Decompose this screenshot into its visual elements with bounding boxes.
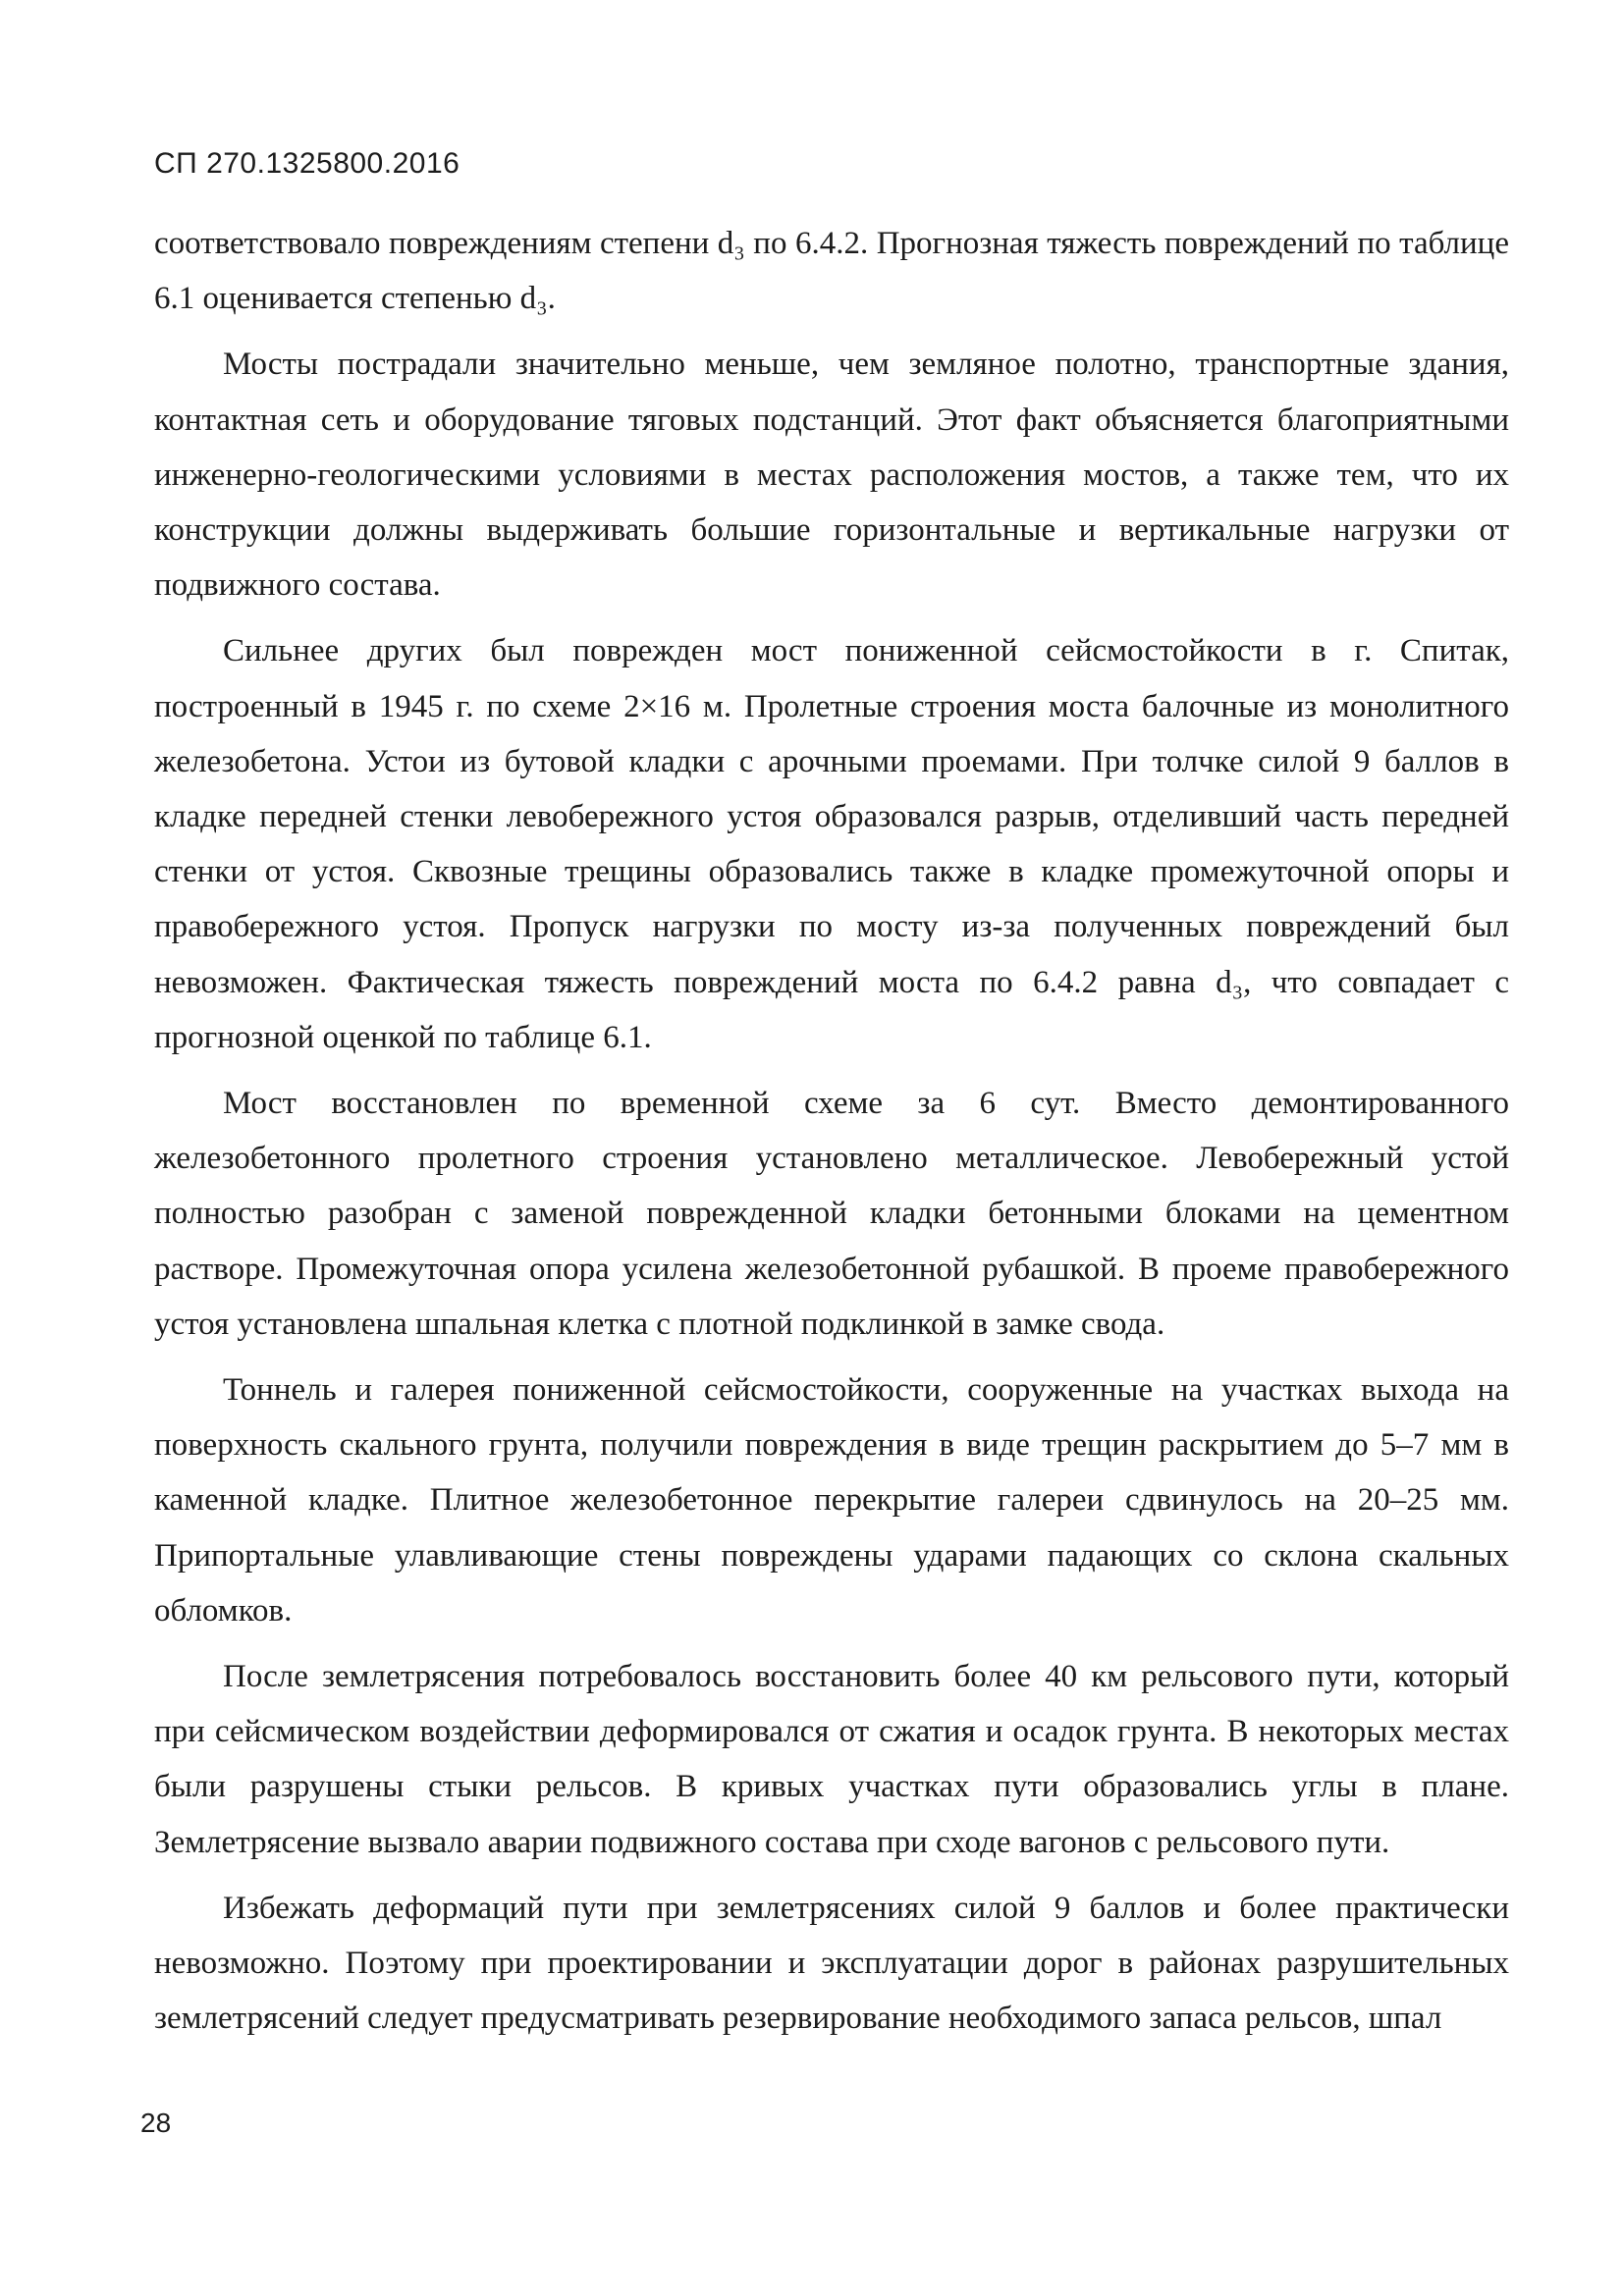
document-body bbox=[154, 216, 1509, 2057]
document-code-header: СП 270.1325800.2016 bbox=[154, 147, 460, 180]
paragraph-bridges-overview: Мосты пострадали значительно меньше, чем земляное полотно, транспортные здания, контактная сеть и оборудование тяговых подстанций. Этот факт объясняется благоприятными инженерно-геологическими условиями в местах расположения мостов, а также тем, что их конструкции должны выдерживать большие горизонтальные и вертикальные нагрузки от подвижного состава. bbox=[154, 347, 1509, 604]
paragraph-continuation: соответствовало повреждениям степени d₃ по 6.4.2. Прогнозная тяжесть повреждений по таблице 6.1 оценивается степенью d₃. bbox=[154, 226, 1509, 317]
paragraph-track-restoration: После землетрясения потребовалось восстановить более 40 км рельсового пути, который при сейсмическом воздействии деформировался от сжатия и осадок грунта. В некоторых местах были разрушены стыки рельсов. В кривых участках пути образовались углы в плане. Землетрясение вызвало аварии подвижного состава при сходе вагонов с рельсового пути. bbox=[154, 1659, 1509, 1860]
paragraph-bridge-restoration: Мост восстановлен по временной схеме за 6 сут. Вместо демонтированного железобетонного пролетного строения установлено металлическое. Левобережный устой полностью разобран с заменой поврежденной кладки бетонными блоками на цементном растворе. Промежуточная опора усилена железобетонной рубашкой. В проеме правобережного устоя установлена шпальная клетка с плотной подклинкой в замке свода. bbox=[154, 1086, 1509, 1342]
paragraph-track-deformation: Избежать деформаций пути при землетрясениях силой 9 баллов и более практически невозможно. Поэтому при проектировании и эксплуатации дорог в районах разрушительных землетрясений следует предусматривать резервирование необходимого запаса рельсов, шпал bbox=[154, 1890, 1509, 2037]
paragraph-tunnel-gallery: Тоннель и галерея пониженной сейсмостойкости, сооруженные на участках выхода на поверхность скального грунта, получили повреждения в виде трещин раскрытием до 5–7 мм в каменной кладке. Плитное железобетонное перекрытие галереи сдвинулось на 20–25 мм. Припортальные улавливающие стены повреждены ударами падающих со склона скальных обломков. bbox=[154, 1372, 1509, 1629]
paragraph-spitak-bridge: Сильнее других был поврежден мост пониженной сейсмостойкости в г. Спитак, построенный в 1945 г. по схеме 2×16 м. Пролетные строения моста балочные из монолитного железобетона. Устои из бутовой кладки с арочными проемами. При толчке силой 9 баллов в кладке передней стенки левобережного устоя образовался разрыв, отделивший часть передней стенки от устоя. Сквозные трещины образовались также в кладке промежуточной опоры и правобережного устоя. Пропуск нагрузки по мосту из-за полученных повреждений был невозможен. Фактическая тяжесть повреждений моста по 6.4.2 равна d₃, что совпадает с прогнозной оценкой по таблице 6.1. bbox=[154, 633, 1509, 1055]
page-number: 28 bbox=[140, 2108, 172, 2138]
